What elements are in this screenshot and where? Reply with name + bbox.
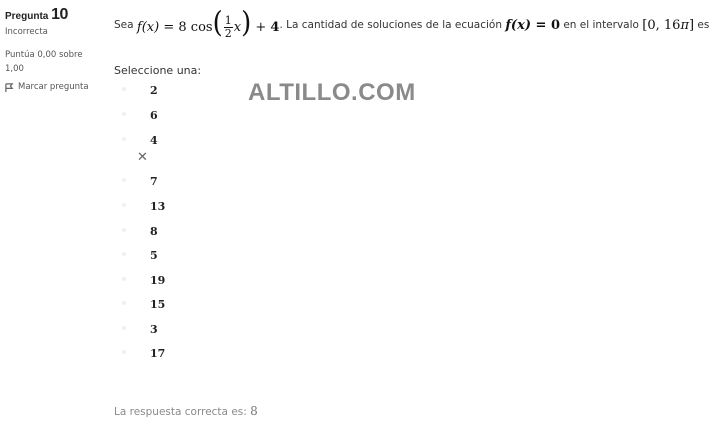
answer-option-selected[interactable]: 4	[150, 134, 158, 147]
radio-button[interactable]	[122, 87, 126, 91]
answer-option[interactable]: 19	[150, 274, 165, 287]
answer-prompt: Seleccione una:	[114, 64, 202, 77]
answer-option[interactable]: 17	[150, 347, 165, 360]
feedback-value: 8	[250, 404, 258, 418]
question-grade: Puntúa 0,00 sobre 1,00	[5, 50, 83, 74]
answer-option[interactable]: 5	[150, 249, 158, 262]
answer-option[interactable]: 7	[150, 175, 158, 188]
question-info	[5, 6, 100, 92]
radio-button[interactable]	[122, 301, 126, 305]
flag-icon	[5, 83, 14, 92]
question-text-interval: en el intervalo	[563, 19, 639, 31]
answer-option[interactable]: 2	[150, 84, 158, 97]
answer-option[interactable]: 6	[150, 109, 158, 122]
answer-option[interactable]: 8	[150, 225, 158, 238]
question-number	[5, 6, 100, 24]
radio-button[interactable]	[122, 178, 126, 182]
feedback-label: La respuesta correcta es:	[114, 406, 247, 418]
question-text-intro: Sea	[114, 19, 134, 31]
flag-question-label: Marcar pregunta	[18, 82, 89, 92]
question-label: Pregunta	[5, 11, 49, 22]
radio-button[interactable]	[122, 252, 126, 256]
equation-formula: f(x) = 0	[505, 17, 560, 33]
radio-button[interactable]	[122, 277, 126, 281]
interval-formula: [0, 16π]	[642, 17, 695, 33]
question-text-end: es	[697, 19, 710, 31]
radio-button[interactable]	[122, 228, 126, 232]
question-text-middle: . La cantidad de soluciones de la ecuación	[279, 19, 502, 31]
cross-icon: ✕	[137, 150, 148, 165]
question-state: Incorrecta	[5, 27, 48, 37]
radio-button[interactable]	[122, 137, 126, 141]
answer-option[interactable]: 15	[150, 298, 165, 311]
question-text	[114, 6, 714, 44]
radio-button[interactable]	[122, 350, 126, 354]
radio-button[interactable]	[122, 112, 126, 116]
question-number-value: 10	[51, 6, 68, 23]
radio-button[interactable]	[122, 326, 126, 330]
function-formula: f(x) = 8 cos( $\frac{1}{2}$ x) + 4	[136, 6, 280, 40]
watermark: ALTILLO.COM	[248, 79, 416, 106]
correct-answer-feedback	[114, 404, 258, 418]
flag-question-link[interactable]	[5, 82, 100, 92]
answer-option[interactable]: 13	[150, 200, 165, 213]
radio-button[interactable]	[122, 203, 126, 207]
answer-option[interactable]: 3	[150, 323, 158, 336]
